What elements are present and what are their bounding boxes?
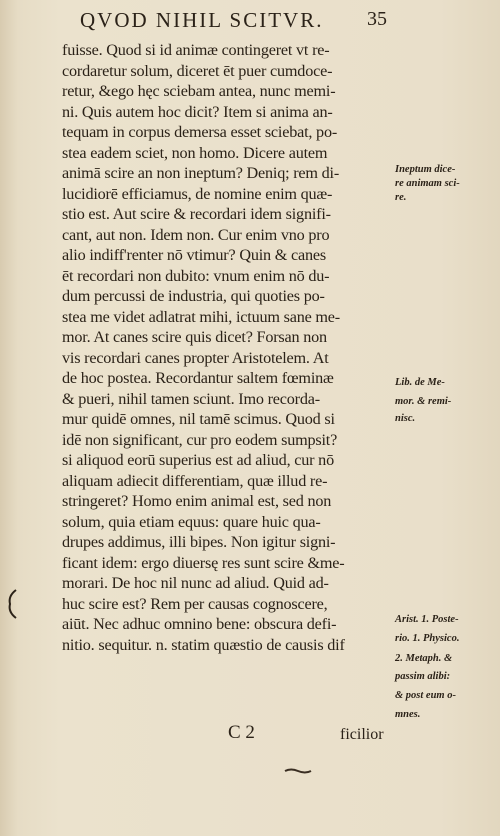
marginal-note: mnes. <box>395 709 421 720</box>
text-line: & pueri, nihil tamen sciunt. Imo recorda- <box>62 389 320 408</box>
marginal-note: passim alibi: <box>395 671 451 682</box>
marginal-note: rio. 1. Physico. <box>395 633 460 644</box>
text-line: morari. De hoc nil nunc ad aliud. Quid ad- <box>62 574 329 592</box>
text-line: de hoc postea. Recordantur saltem fœminæ <box>62 369 334 387</box>
text-line: aiūt. Nec adhuc omnino bene: obscura defi- <box>62 615 337 633</box>
marginal-note: & post eum o- <box>395 690 456 701</box>
text-line: stea me videt adlatrat mihi, ictuum sane me- <box>62 307 340 326</box>
ornament-icon <box>284 768 312 774</box>
text-line: cant, aut non. Idem non. Cur enim vno pro <box>62 225 330 244</box>
marginal-note: Lib. de Me- <box>395 377 445 388</box>
marginal-note: Ineptum dice- <box>395 164 456 175</box>
text-line: ficant idem: ergo diuersę res sunt scire &me- <box>62 553 345 572</box>
paper-damage-icon <box>6 588 20 620</box>
text-line: stringeret? Homo enim animal est, sed non <box>62 492 332 510</box>
text-line: stio est. Aut scire & recordari idem signifi- <box>62 205 331 223</box>
body-text <box>62 40 402 655</box>
marginal-note: nisc. <box>395 413 416 424</box>
text-line: stea eadem sciet, non homo. Dicere autem <box>62 143 328 162</box>
marginal-note: Arist. 1. Poste- <box>395 614 459 625</box>
text-line: animā scire an non ineptum? Deniq; rem di- <box>62 164 340 182</box>
text-line: huc scire est? Rem per causas cognoscere, <box>62 594 328 613</box>
text-line: fuisse. Quod si id animæ contingeret vt re- <box>62 41 330 59</box>
signature-mark: C 2 <box>228 722 255 743</box>
text-line: si aliquod eorū superius est ad aliud, cur nō <box>62 451 334 469</box>
text-line: ēt recordari non dubito: vnum enim nō du- <box>62 266 330 285</box>
marginal-note: mor. & remi- <box>395 396 452 407</box>
text-line: tequam in corpus demersa esset sciebat, po- <box>62 123 338 141</box>
text-line: alio indiff'renter nō vtimur? Quin & canes <box>62 246 326 264</box>
text-line: drupes addimus, illi bipes. Non igitur signi- <box>62 533 336 551</box>
marginal-note: re animam sci- <box>395 178 460 189</box>
catchword: ficilior <box>340 726 384 743</box>
page-number: 35 <box>367 8 387 30</box>
text-line: idē non significant, cur pro eodem sumpsit? <box>62 430 338 449</box>
text-line: dum percussi de industria, qui quoties po- <box>62 287 325 305</box>
text-line: nitio. sequitur. n. statim quæstio de causis dif <box>62 635 345 654</box>
text-line: ni. Quis autem hoc dicit? Item si anima an- <box>62 102 333 121</box>
text-line: cordaretur solum, diceret ēt puer cumdoce- <box>62 61 333 80</box>
running-title: QVOD NIHIL SCITVR. <box>80 8 324 32</box>
marginal-note: 2. Metaph. & <box>395 653 453 664</box>
text-line: solum, quia etiam equus: quare huic qua- <box>62 512 321 531</box>
text-line: lucidiorē efficiamus, de nomine enim quæ- <box>62 184 333 203</box>
text-line: mur quidē omnes, nil tamē scimus. Quod si <box>62 410 335 428</box>
text-line: mor. At canes scire quis dicet? Forsan non <box>62 328 327 346</box>
marginal-note: re. <box>395 192 407 203</box>
text-line: vis recordari canes propter Aristotelem. At <box>62 348 329 367</box>
text-line: aliquam adiecit differentiam, quæ illud re- <box>62 471 328 490</box>
page-header <box>72 6 472 36</box>
text-line: retur, &ego hęc sciebam antea, nunc memi- <box>62 82 336 100</box>
